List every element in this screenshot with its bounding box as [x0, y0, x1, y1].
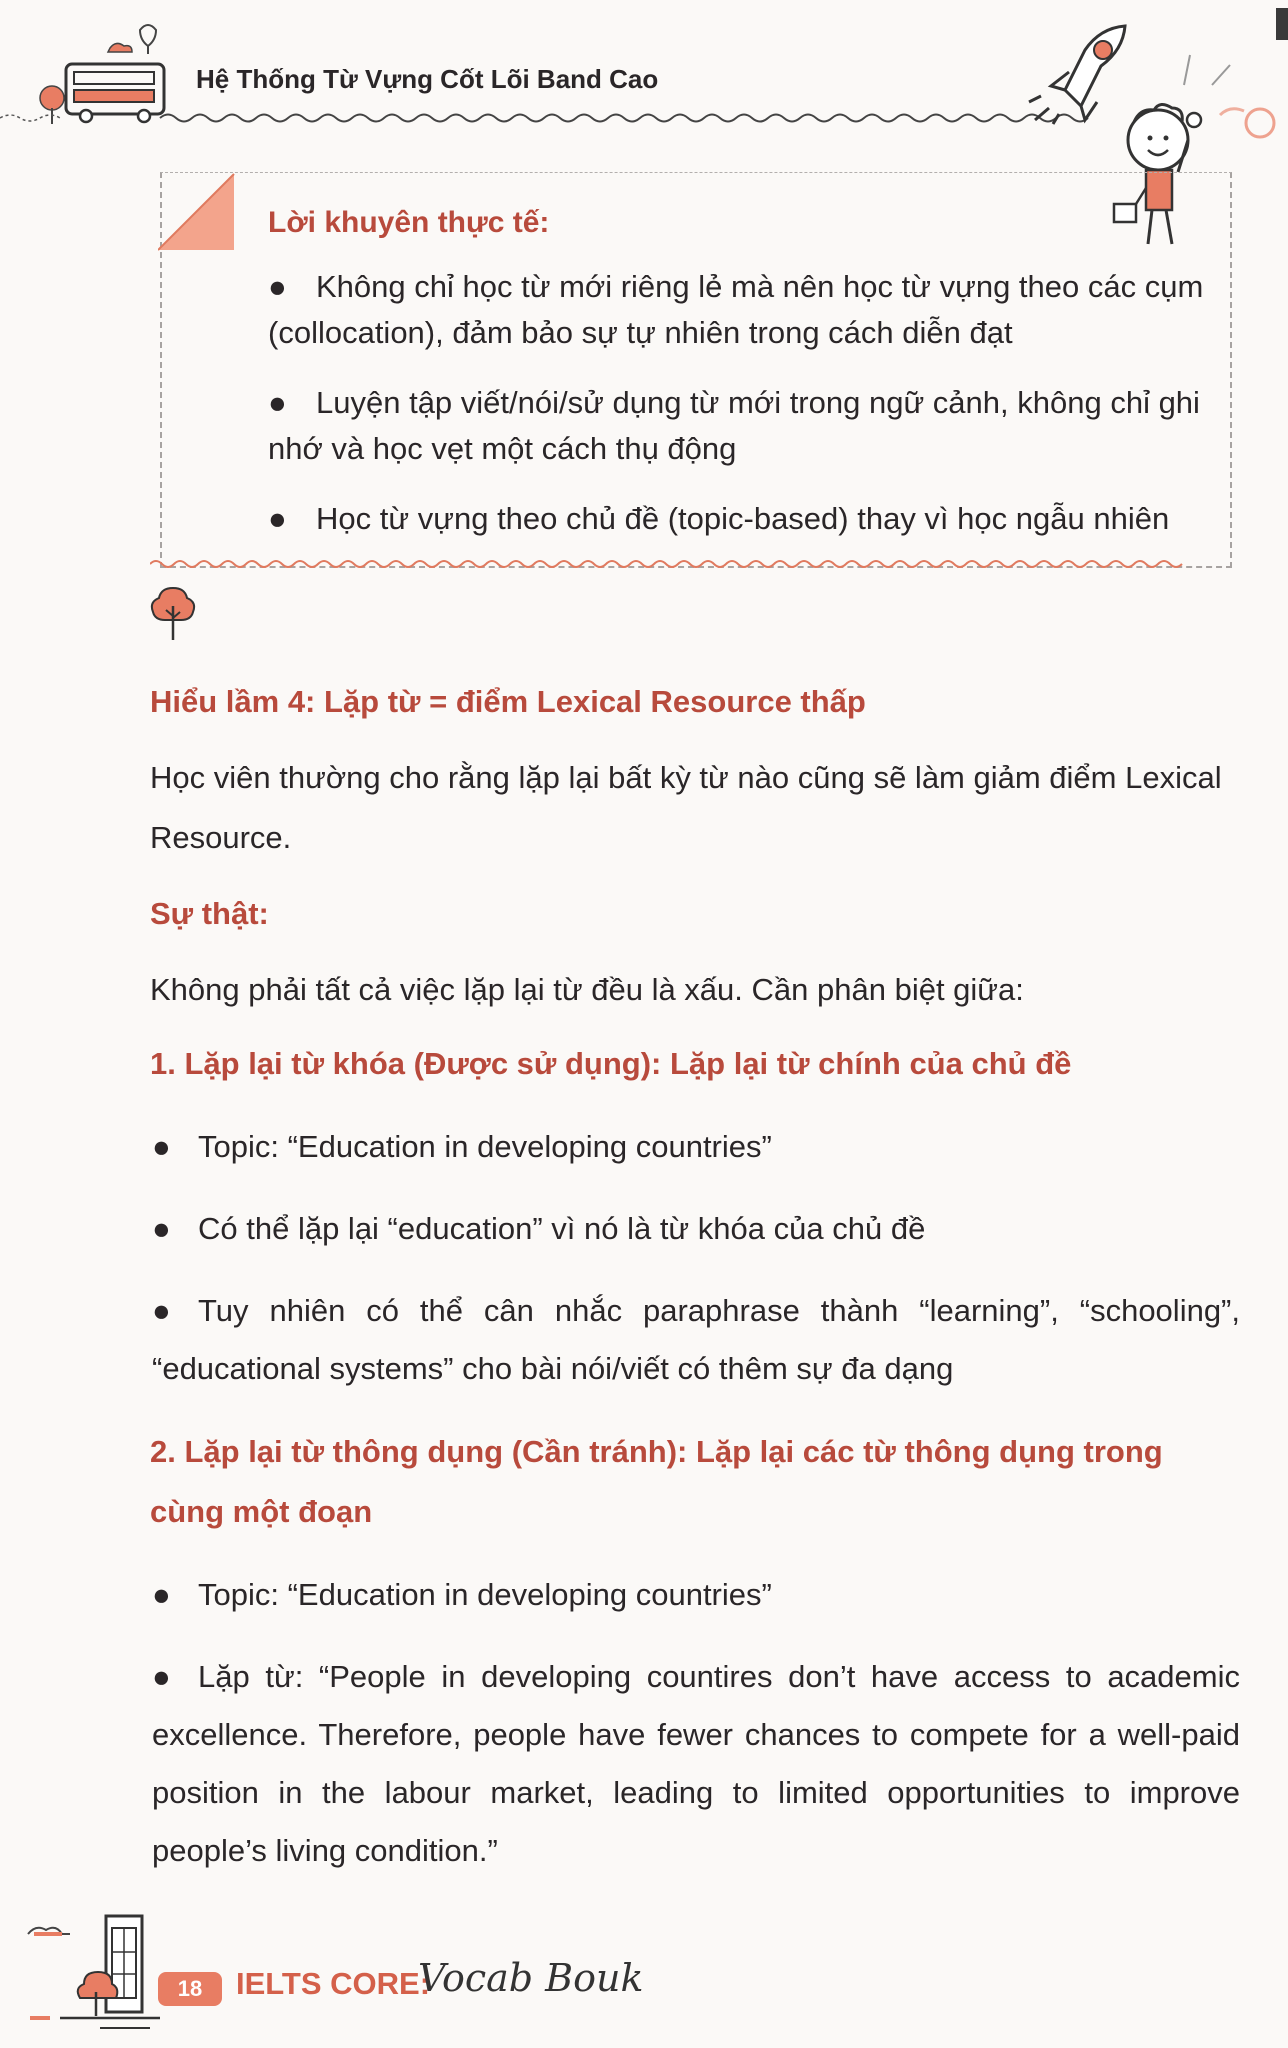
footer-brand: IELTS CORE: [236, 1966, 431, 2001]
advice-box-corner-fold [158, 172, 238, 252]
bullet-icon: ● [152, 1659, 171, 1694]
myth-intro: Học viên thường cho rằng lặp lại bất kỳ từ nào cũng sẽ làm giảm điểm Lexical Resource. [150, 760, 1222, 855]
advice-item: ● Học từ vựng theo chủ đề (topic-based) thay vì học ngẫu nhiên [268, 496, 1218, 542]
list-item: ● Lặp từ: “People in developing countires don’t have access to academic excellence. Therefore, people have fewer chances to compete for a well-paid position in the labour market, leading to limited opportunities to improve people’s living condition.” [152, 1648, 1240, 1880]
myth-heading: Hiểu lầm 4: Lặp từ = điểm Lexical Resource thấp [150, 684, 866, 719]
section1-heading: 1. Lặp lại từ khóa (Được sử dụng): Lặp lại từ chính của chủ đề [150, 1046, 1072, 1081]
list-item: ● Topic: “Education in developing countries” [152, 1118, 1240, 1176]
truth-text: Không phải tất cả việc lặp lại từ đều là xấu. Cần phân biệt giữa: [150, 972, 1024, 1007]
bullet-icon: ● [152, 1211, 171, 1246]
list-item: ● Có thể lặp lại “education” vì nó là từ khóa của chủ đề [152, 1200, 1240, 1258]
truth-label: Sự thật: [150, 896, 269, 931]
footer-script-logo: Vocab Bouk [418, 1956, 644, 2000]
advice-title: Lời khuyên thực tế: [268, 206, 550, 239]
tree-icon [148, 584, 198, 644]
advice-item: ● Không chỉ học từ mới riêng lẻ mà nên học từ vựng theo các cụm (collocation), đảm bảo sự tự nhiên trong cách diễn đạt [268, 264, 1218, 356]
bullet-icon: ● [268, 385, 287, 420]
page-number-badge: 18 [158, 1972, 222, 2006]
header-title: Hệ Thống Từ Vựng Cốt Lõi Band Cao [196, 64, 659, 94]
advice-item: ● Luyện tập viết/nói/sử dụng từ mới trong ngữ cảnh, không chỉ ghi nhớ và học vẹt một cách thụ động [268, 380, 1218, 472]
bullet-icon: ● [268, 269, 287, 304]
list-item: ● Topic: “Education in developing countries” [152, 1566, 1240, 1624]
page-edge-mark [1276, 8, 1288, 40]
bullet-icon: ● [268, 501, 287, 536]
bullet-icon: ● [152, 1577, 171, 1612]
section2-heading: 2. Lặp lại từ thông dụng (Cần tránh): Lặp lại các từ thông dụng trong cùng một đoạn [150, 1434, 1163, 1529]
advice-box-bottom-wave [150, 552, 1236, 576]
bullet-icon: ● [152, 1129, 171, 1164]
bullet-icon: ● [152, 1293, 171, 1328]
list-item: ● Tuy nhiên có thể cân nhắc paraphrase thành “learning”, “schooling”, “educational systems” cho bài nói/viết có thêm sự đa dạng [152, 1282, 1240, 1398]
